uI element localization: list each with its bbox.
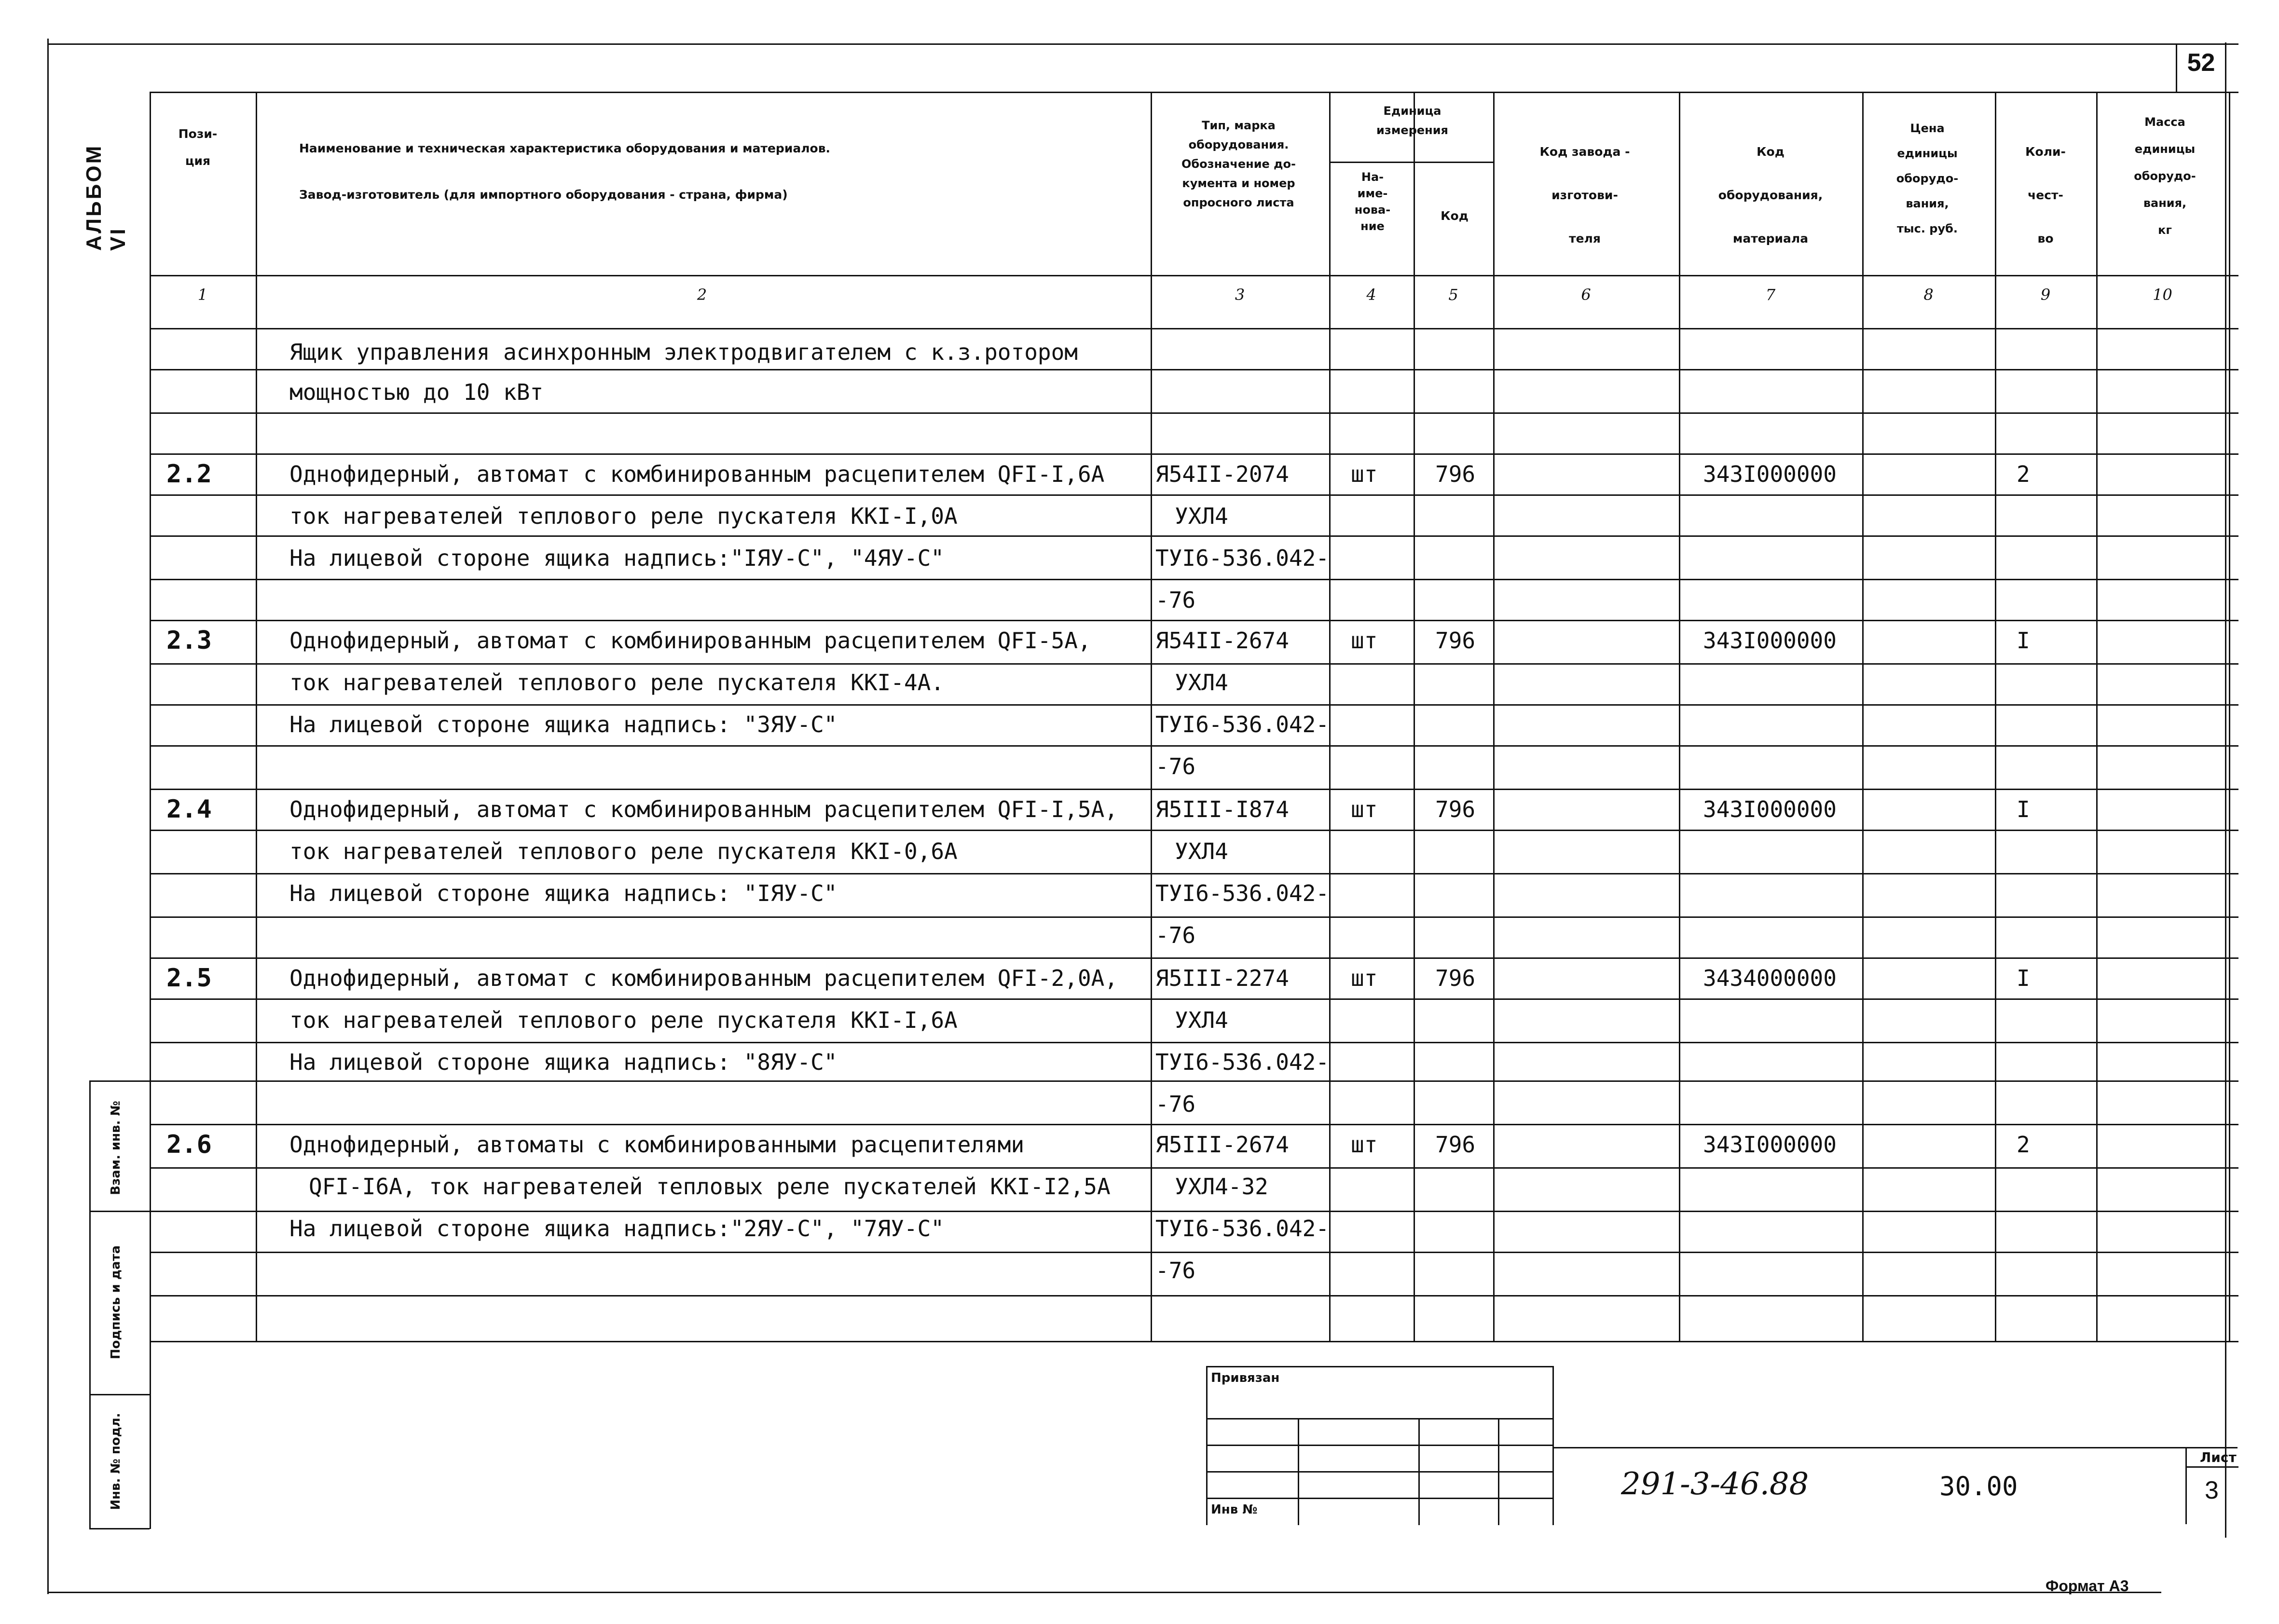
equipment-type-line: ТУI6-536.042-: [1155, 711, 1330, 737]
header-unit-name: На- име- нова- ние: [1354, 170, 1391, 233]
format-label: Формат А3: [2046, 1577, 2129, 1595]
colnum-5: 5: [1448, 286, 1458, 304]
stamp-inv-label: Инв №: [1211, 1502, 1258, 1517]
equipment-code: 343I000000: [1703, 1132, 1837, 1158]
equipment-code: 343I000000: [1703, 796, 1837, 822]
colnum-3: 3: [1235, 286, 1245, 304]
equipment-type-line: Я5III-I874: [1155, 796, 1289, 822]
side-inv-podl: Инв. № подл.: [109, 1413, 123, 1510]
unit-code: 796: [1435, 461, 1476, 487]
item-description-line: На лицевой стороне ящика надпись: "IЯУ-С": [289, 880, 837, 906]
sheet-value: 3: [2205, 1476, 2219, 1504]
unit-code: 796: [1435, 628, 1476, 654]
album-label: АЛЬБОМ VI: [82, 144, 130, 251]
equipment-type-line: Я5III-2674: [1155, 1132, 1289, 1158]
header-type: Тип, марка оборудования. Обозначение до- кумента и номер опросного листа: [1181, 119, 1296, 209]
position-number: 2.2: [166, 460, 212, 489]
unit-name: шт: [1351, 796, 1378, 822]
colnum-8: 8: [1923, 286, 1934, 304]
colnum-1: 1: [197, 286, 208, 304]
colnum-10: 10: [2153, 286, 2172, 304]
section-title-line-1: Ящик управления асинхронным электродвигателем с к.з.ротором: [289, 339, 1078, 365]
quantity: 2: [2017, 1132, 2030, 1158]
unit-name: шт: [1351, 628, 1378, 654]
sheet-number: 52: [2187, 49, 2215, 77]
section-title-line-2: мощностью до 10 кВт: [289, 379, 544, 405]
item-description-line: ток нагревателей теплового реле пускателя KKI-4A.: [289, 669, 945, 696]
unit-code: 796: [1435, 796, 1476, 822]
equipment-type-line: Я54II-2074: [1155, 461, 1289, 487]
colnum-9: 9: [2040, 286, 2051, 304]
equipment-code: 3434000000: [1703, 965, 1837, 991]
quantity: I: [2017, 796, 2030, 822]
equipment-code: 343I000000: [1703, 461, 1837, 487]
item-description-line: Однофидерный, автомат с комбинированным расцепителем QFI-I,5A,: [289, 796, 1118, 822]
item-description-line: На лицевой стороне ящика надпись:"IЯУ-С", "4ЯУ-С": [289, 545, 945, 571]
right-border: [2225, 42, 2226, 1538]
equipment-type-line: УХЛ4: [1175, 669, 1228, 696]
colnum-2: 2: [697, 286, 707, 304]
equipment-type-line: -76: [1155, 1257, 1196, 1283]
quantity: 2: [2017, 461, 2030, 487]
header-name: Наименование и техническая характеристика оборудования и материалов. Завод-изготовитель (для импортного оборудования - страна, фирма): [299, 141, 831, 202]
header-unit: Единица измерения: [1376, 104, 1448, 137]
item-description-line: Однофидерный, автомат с комбинированным расцепителем QFI-5A,: [289, 628, 1091, 654]
quantity: I: [2017, 628, 2030, 654]
equipment-type-line: -76: [1155, 587, 1196, 613]
equipment-type-line: Я54II-2674: [1155, 628, 1289, 654]
item-description-line: ток нагревателей теплового реле пускателя KKI-I,0A: [289, 503, 958, 529]
item-description-line: ток нагревателей теплового реле пускателя KKI-I,6A: [289, 1007, 958, 1033]
position-number: 2.5: [166, 964, 212, 993]
sheet-label: Лист: [2200, 1449, 2237, 1465]
header-pos: Пози- ция: [178, 127, 218, 168]
equipment-type-line: УХЛ4: [1175, 838, 1228, 864]
header-plant-code: Код завода - изготови- теля: [1539, 145, 1630, 246]
equipment-type-line: -76: [1155, 753, 1196, 779]
position-number: 2.6: [166, 1130, 212, 1159]
stamp-bound-label: Привязан: [1211, 1371, 1280, 1385]
equipment-type-line: Я5III-2274: [1155, 965, 1289, 991]
colnum-6: 6: [1581, 286, 1591, 304]
unit-name: шт: [1351, 461, 1378, 487]
header-unit-code: Код: [1441, 209, 1469, 223]
unit-name: шт: [1351, 1132, 1378, 1158]
header-qty: Коли- чест- во: [2025, 145, 2066, 246]
equipment-type-line: УХЛ4-32: [1175, 1174, 1268, 1200]
position-number: 2.3: [166, 626, 212, 655]
equipment-type-line: ТУI6-536.042-: [1155, 1049, 1330, 1075]
equipment-type-line: ТУI6-536.042-: [1155, 1215, 1330, 1242]
equipment-type-line: УХЛ4: [1175, 1007, 1228, 1033]
side-sign-date: Подпись и дата: [109, 1245, 123, 1360]
side-vzam: Взам. инв. №: [109, 1101, 123, 1195]
doc-section: 30.00: [1939, 1471, 2018, 1501]
header-price: Цена единицы оборудо- вания, тыс. руб.: [1896, 122, 1959, 235]
header-equip-code: Код оборудования, материала: [1718, 145, 1823, 246]
equipment-type-line: УХЛ4: [1175, 503, 1228, 529]
item-description-line: На лицевой стороне ящика надпись: "8ЯУ-С": [289, 1049, 837, 1075]
item-description-line: ток нагревателей теплового реле пускателя KKI-0,6A: [289, 838, 958, 864]
equipment-code: 343I000000: [1703, 628, 1837, 654]
left-border: [47, 39, 49, 1594]
colnum-4: 4: [1366, 286, 1376, 304]
position-number: 2.4: [166, 795, 212, 824]
item-description-line: Однофидерный, автомат с комбинированным расцепителем QFI-I,6A: [289, 461, 1105, 487]
equipment-type-line: -76: [1155, 922, 1196, 948]
item-description-line: QFI-I6A, ток нагревателей тепловых реле пускателей KKI-I2,5A: [309, 1174, 1111, 1200]
bottom-border: [48, 1592, 2161, 1593]
equipment-type-line: ТУI6-536.042-: [1155, 880, 1330, 906]
unit-code: 796: [1435, 965, 1476, 991]
equipment-type-line: -76: [1155, 1091, 1196, 1117]
quantity: I: [2017, 965, 2030, 991]
header-mass: Масса единицы оборудо- вания, кг: [2134, 115, 2196, 237]
item-description-line: На лицевой стороне ящика надпись: "3ЯУ-С": [289, 711, 837, 737]
colnum-7: 7: [1765, 286, 1776, 304]
unit-code: 796: [1435, 1132, 1476, 1158]
doc-code: 291-3-46.88: [1621, 1466, 1809, 1502]
item-description-line: На лицевой стороне ящика надпись:"2ЯУ-С", "7ЯУ-С": [289, 1215, 945, 1242]
item-description-line: Однофидерный, автоматы с комбинированными расцепителями: [289, 1132, 1025, 1158]
equipment-type-line: ТУI6-536.042-: [1155, 545, 1330, 571]
unit-name: шт: [1351, 965, 1378, 991]
top-border: [48, 43, 2238, 45]
item-description-line: Однофидерный, автомат с комбинированным расцепителем QFI-2,0A,: [289, 965, 1118, 991]
